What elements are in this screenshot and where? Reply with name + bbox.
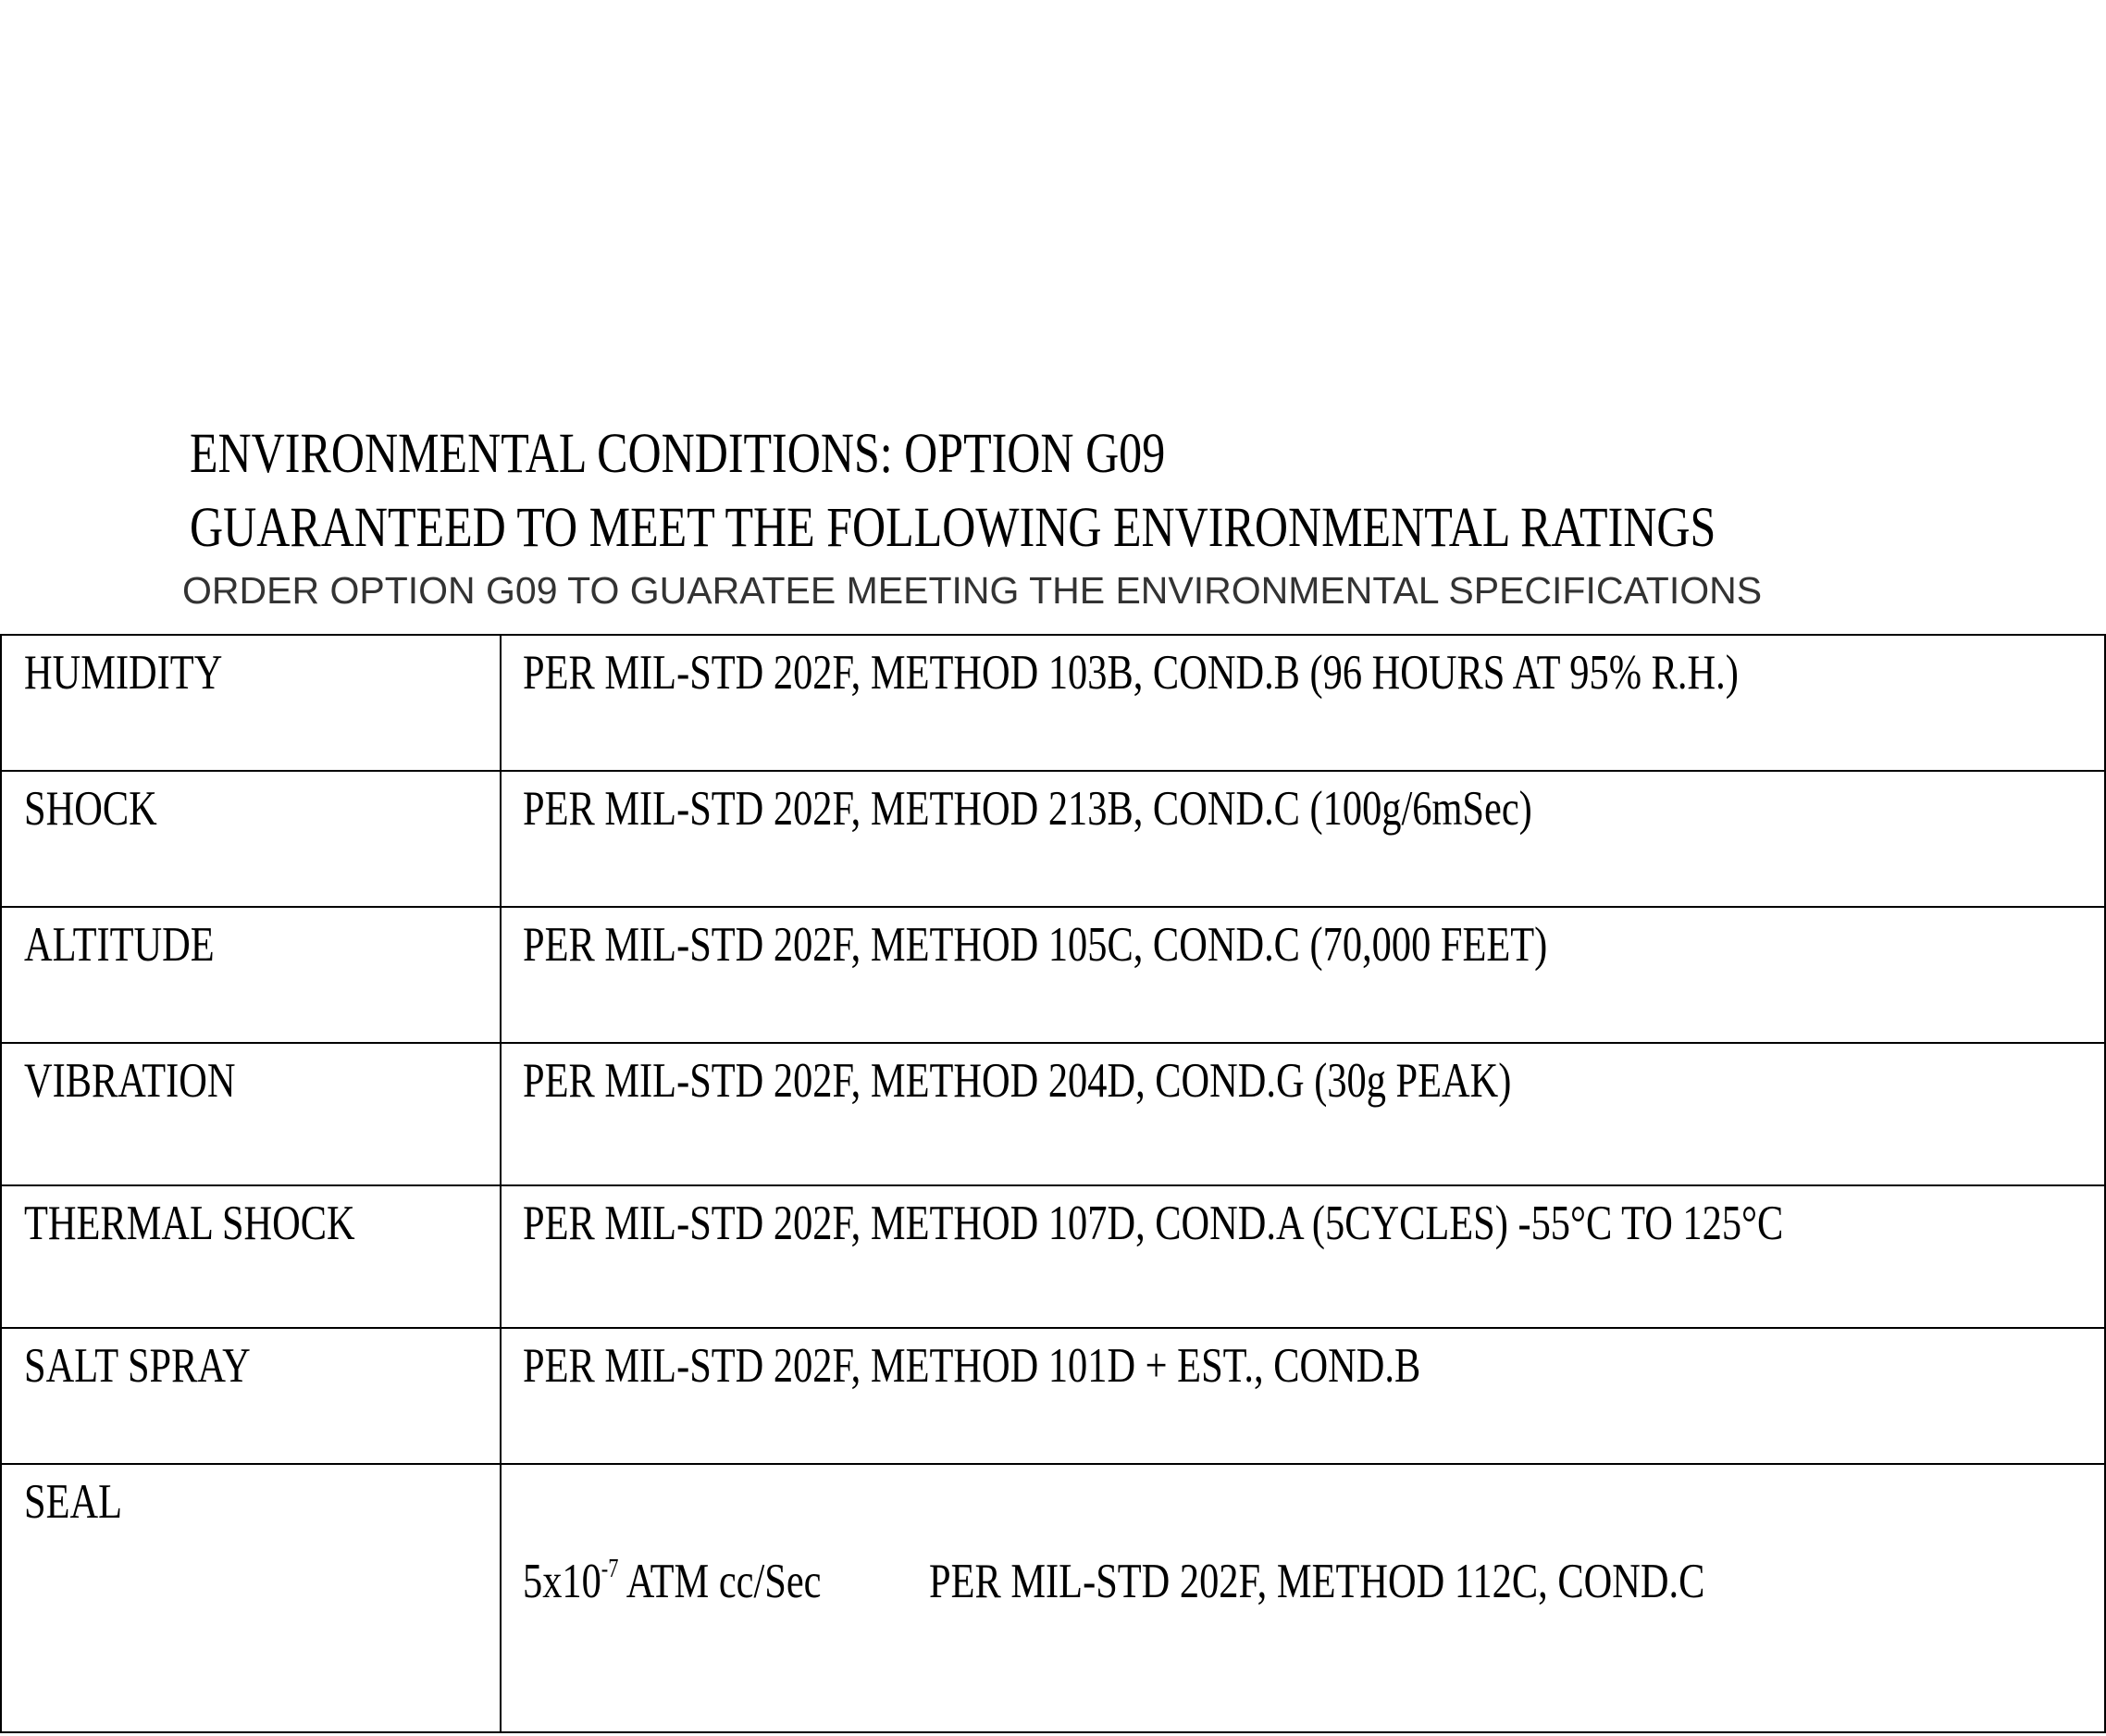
condition-name: ALTITUDE (24, 918, 215, 972)
seal-rate-unit: ATM cc/Sec (618, 1555, 822, 1608)
condition-spec: PER MIL-STD 202F, METHOD 107D, COND.A (5CYCLES) -55°C TO 125°C (523, 1197, 1784, 1250)
condition-spec: PER MIL-STD 202F, METHOD 105C, COND.C (70,000 FEET) (523, 918, 1548, 972)
condition-spec: PER MIL-STD 202F, METHOD 204D, COND.G (30g PEAK) (523, 1054, 1512, 1108)
condition-name-cell (1, 1043, 501, 1185)
seal-rate-exponent: -7 (601, 1555, 619, 1583)
condition-spec-cell (501, 1185, 2105, 1328)
condition-spec-cell (501, 1464, 2105, 1732)
condition-spec: PER MIL-STD 202F, METHOD 213B, COND.C (100g/6mSec) (523, 782, 1532, 836)
condition-name-cell (1, 1328, 501, 1464)
seal-leak-rate (523, 1557, 821, 1606)
condition-name-cell (1, 907, 501, 1043)
table-row-humidity (1, 635, 2105, 771)
table-row-seal (1, 1464, 2105, 1732)
condition-spec-cell (501, 635, 2105, 771)
condition-name-cell (1, 1185, 501, 1328)
condition-spec-cell (501, 1328, 2105, 1464)
condition-name: SHOCK (24, 782, 157, 836)
order-note: ORDER OPTION G09 TO GUARATEE MEETING THE ENVIRONMENTAL SPECIFICATIONS (182, 569, 1763, 612)
condition-name: VIBRATION (24, 1054, 236, 1108)
environmental-ratings-table (0, 634, 2106, 1733)
page-title: ENVIRONMENTAL CONDITIONS: OPTION G09 (190, 423, 1166, 485)
condition-name: SEAL (24, 1475, 122, 1529)
condition-spec: PER MIL-STD 202F, METHOD 103B, COND.B (96 HOURS AT 95% R.H.) (523, 646, 1739, 700)
table-row-thermal-shock (1, 1185, 2105, 1328)
condition-spec-cell (501, 907, 2105, 1043)
table-row-shock (1, 771, 2105, 907)
condition-name: HUMIDITY (24, 646, 223, 700)
table-row-altitude (1, 907, 2105, 1043)
condition-name: THERMAL SHOCK (24, 1197, 355, 1250)
table-row-vibration (1, 1043, 2105, 1185)
condition-name-cell (1, 771, 501, 907)
condition-name-cell (1, 1464, 501, 1732)
condition-spec: PER MIL-STD 202F, METHOD 101D + EST., COND.B (523, 1339, 1421, 1393)
page-subtitle: GUARANTEED TO MEET THE FOLLOWING ENVIRONMENTAL RATINGS (190, 497, 1716, 559)
seal-rate-base: 5x10 (523, 1555, 601, 1608)
condition-name-cell (1, 635, 501, 771)
table-row-salt-spray (1, 1328, 2105, 1464)
condition-spec-cell (501, 771, 2105, 907)
condition-spec-cell (501, 1043, 2105, 1185)
condition-name: SALT SPRAY (24, 1339, 251, 1393)
condition-spec: PER MIL-STD 202F, METHOD 112C, COND.C (929, 1555, 1705, 1608)
